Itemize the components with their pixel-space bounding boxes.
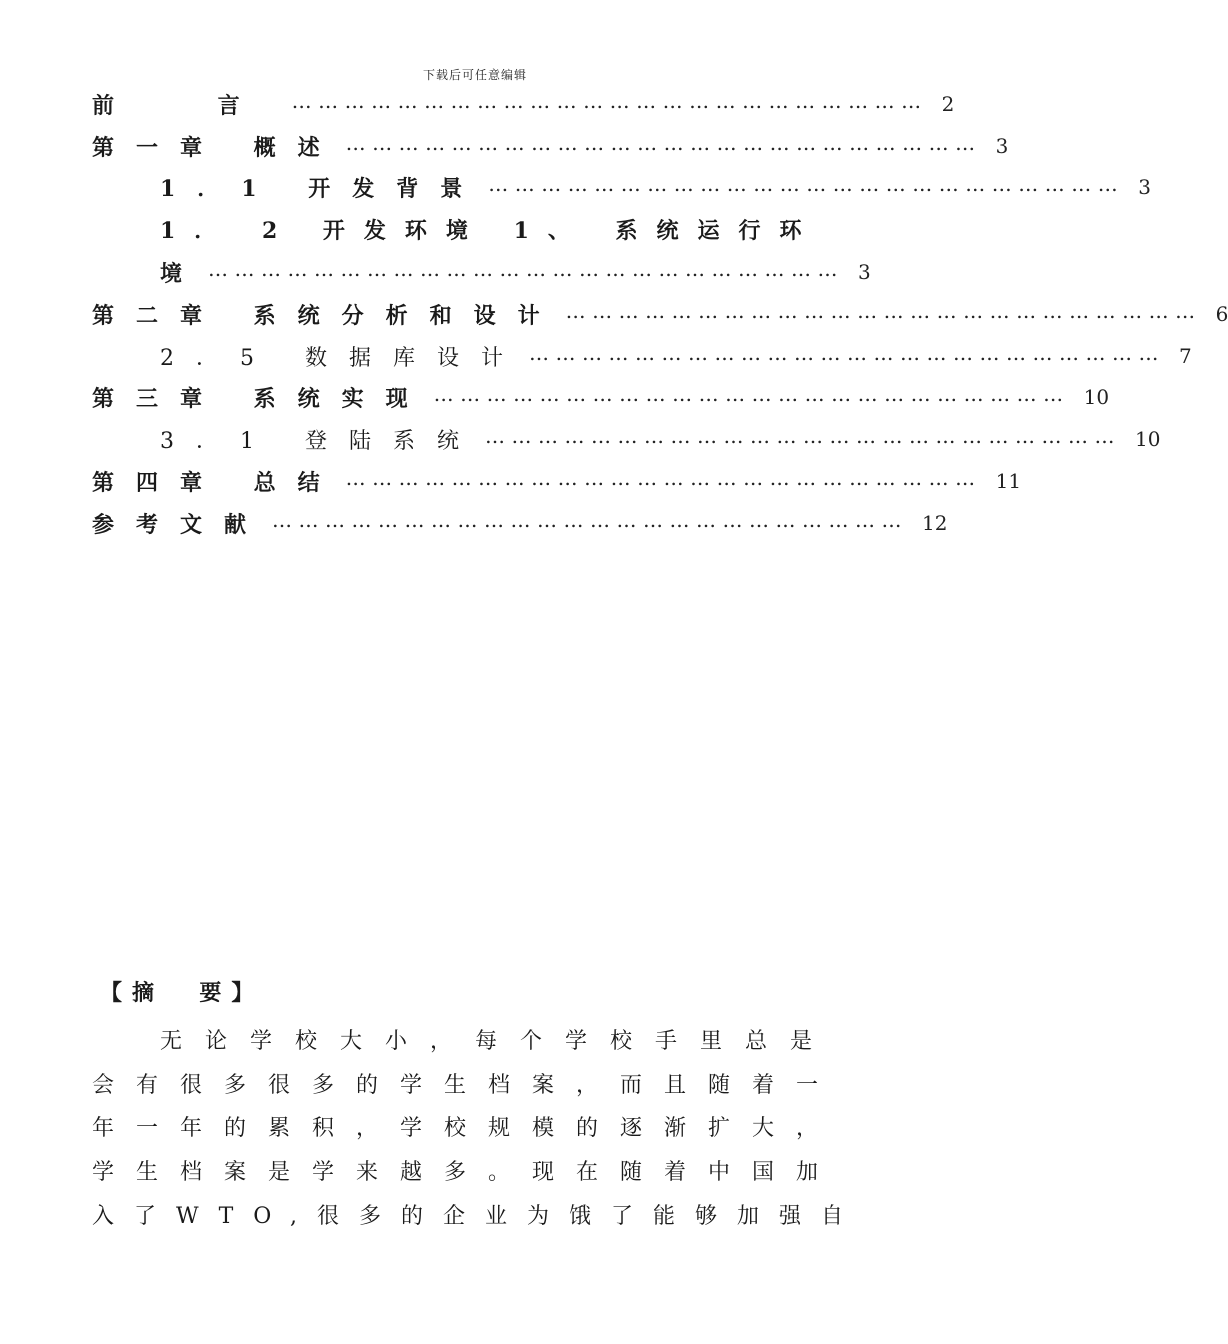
toc-page-number: 3 — [858, 260, 871, 284]
toc-entry-chapter-3[interactable] — [92, 377, 1110, 417]
abstract-line — [92, 1194, 864, 1234]
toc-entry-title: 2．5 数据库设计 — [160, 345, 525, 371]
toc-page-number: 3 — [995, 134, 1009, 158]
toc-entry-title: 第四章 总结 — [92, 469, 342, 496]
abstract-line — [92, 1150, 840, 1190]
abstract-line-text: 会有很多很多的学生档案，而且随着一 — [92, 1072, 841, 1098]
toc-entry-1-2-line1[interactable] — [160, 209, 850, 249]
toc-leader-dots: ……………………………………………………………… — [345, 131, 982, 155]
abstract-line-text: 入了WTO,很多的企业为饿了能够加强自 — [92, 1203, 864, 1229]
toc-entry-3-1[interactable] — [160, 419, 1161, 459]
toc-leader-dots: ……………………………………………………………… — [345, 466, 982, 490]
toc-page-number: 10 — [1135, 427, 1161, 451]
toc-entry-2-5[interactable] — [160, 336, 1192, 376]
toc-leader-dots: ……………………………………………………………… — [485, 424, 1121, 448]
toc-entry-title: 前 言 — [92, 92, 288, 119]
toc-entry-title: 第二章 系统分析和设计 — [92, 302, 562, 329]
toc-page-number: 2 — [941, 92, 955, 116]
toc-leader-dots: ……………………………………………………………… — [208, 257, 845, 281]
abstract-line-text: 学生档案是学来越多。现在随着中国加 — [92, 1159, 841, 1185]
abstract-heading: 【摘 要】 — [100, 980, 264, 1006]
header-note: 下载后可任意编辑 — [422, 68, 527, 82]
toc-entry-title: 参考文献 — [92, 511, 269, 538]
abstract-line — [92, 1063, 840, 1103]
toc-entry-chapter-4[interactable] — [92, 461, 1022, 501]
toc-page-number: 6 — [1215, 302, 1228, 326]
toc-entry-chapter-1[interactable] — [92, 126, 1009, 166]
toc-entry-title: 第三章 系统实现 — [92, 385, 430, 412]
toc-page-number: 10 — [1083, 385, 1110, 409]
toc-entry-title: 1．1 开发背景 — [160, 175, 485, 202]
toc-leader-dots: ……………………………………………………………… — [291, 89, 928, 113]
toc-entry-references[interactable] — [92, 503, 948, 543]
abstract-line — [160, 1019, 838, 1059]
abstract-line-text: 年一年的累积，学校规模的逐渐扩大， — [92, 1115, 841, 1141]
toc-entry-title-continued: 境 — [160, 260, 205, 287]
toc-entry-title: 第一章 概述 — [92, 134, 342, 161]
toc-page-number: 3 — [1138, 175, 1152, 199]
toc-leader-dots: ……………………………………………………………… — [433, 382, 1070, 406]
toc-entry-chapter-2[interactable] — [92, 294, 1228, 334]
toc-page-number: 11 — [995, 469, 1022, 493]
toc-entry-title: 1． 2 开发环境 1、 系统运行环 — [160, 217, 821, 244]
toc-leader-dots: ……………………………………………………………… — [488, 172, 1125, 196]
abstract-line-text: 无论学校大小，每个学校手里总是 — [160, 1028, 836, 1054]
toc-entry-title: 3．1 登陆系统 — [160, 428, 481, 454]
toc-page-number: 7 — [1179, 344, 1192, 368]
toc-entry-1-2-line2[interactable] — [160, 252, 871, 292]
abstract-line — [92, 1106, 862, 1146]
toc-leader-dots: ……………………………………………………………… — [565, 299, 1202, 323]
toc-leader-dots: ……………………………………………………………… — [272, 508, 909, 532]
toc-page-number: 12 — [922, 511, 948, 535]
toc-entry-1-1[interactable] — [160, 167, 1152, 207]
toc-leader-dots: ……………………………………………………………… — [529, 341, 1165, 365]
toc-entry-preface[interactable] — [92, 84, 955, 124]
